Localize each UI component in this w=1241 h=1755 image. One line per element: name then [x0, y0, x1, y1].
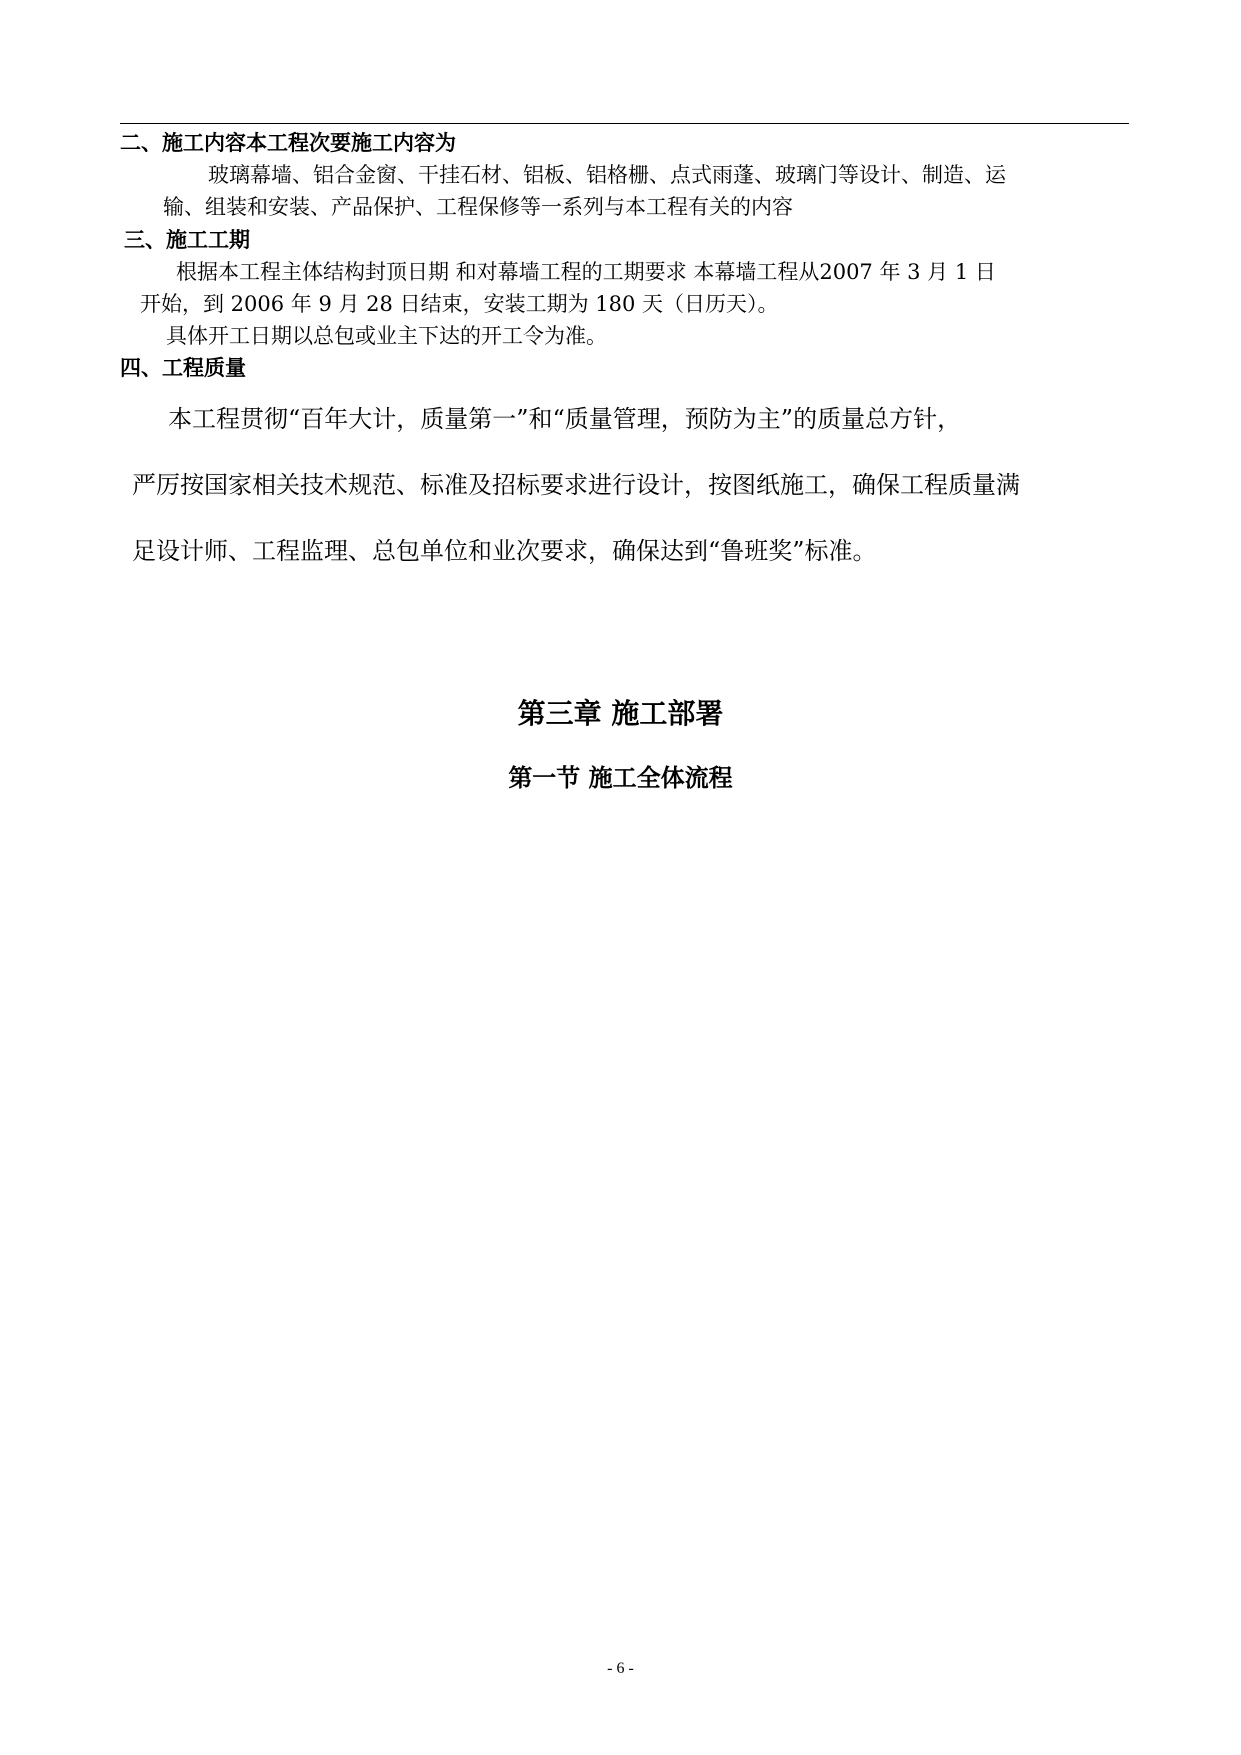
chapter-title: 第三章 施工部署 — [517, 697, 724, 730]
section-3-text-line-2: 开始，到 2006 年 9 月 28 日结束，安装工期为 180 天（日历天）。 — [140, 292, 779, 316]
section-4-text-line-1: 本工程贯彻“百年大计，质量第一”和“质量管理，预防为主”的质量总方针， — [168, 405, 962, 433]
section-3-text-line-1: 根据本工程主体结构封顶日期 和对幕墙工程的工期要求 本幕墙工程从2007 年 3 月 1 日 — [176, 260, 996, 284]
section-3-text-line-3: 具体开工日期以总包或业主下达的开工令为准。 — [166, 324, 607, 348]
section-2-heading: 二、施工内容本工程次要施工内容为 — [120, 130, 456, 155]
section-title: 第一节 施工全体流程 — [508, 763, 733, 792]
page-number: - 6 - — [607, 1660, 634, 1677]
section-4-text-line-3: 足设计师、工程监理、总包单位和业次要求，确保达到“鲁班奖”标准。 — [132, 537, 877, 565]
section-4-heading: 四、工程质量 — [120, 355, 246, 380]
section-3-heading: 三、施工工期 — [124, 227, 250, 252]
header-rule — [120, 123, 1129, 124]
section-2-text-line-2: 输、组装和安装、产品保护、工程保修等一系列与本工程有关的内容 — [163, 195, 793, 219]
section-4-text-line-2: 严厉按国家相关技术规范、标准及招标要求进行设计，按图纸施工，确保工程质量满 — [132, 471, 1020, 499]
section-2-text-line-1: 玻璃幕墙、铝合金窗、干挂石材、铝板、铝格栅、点式雨蓬、玻璃门等设计、制造、运 — [208, 163, 1006, 187]
